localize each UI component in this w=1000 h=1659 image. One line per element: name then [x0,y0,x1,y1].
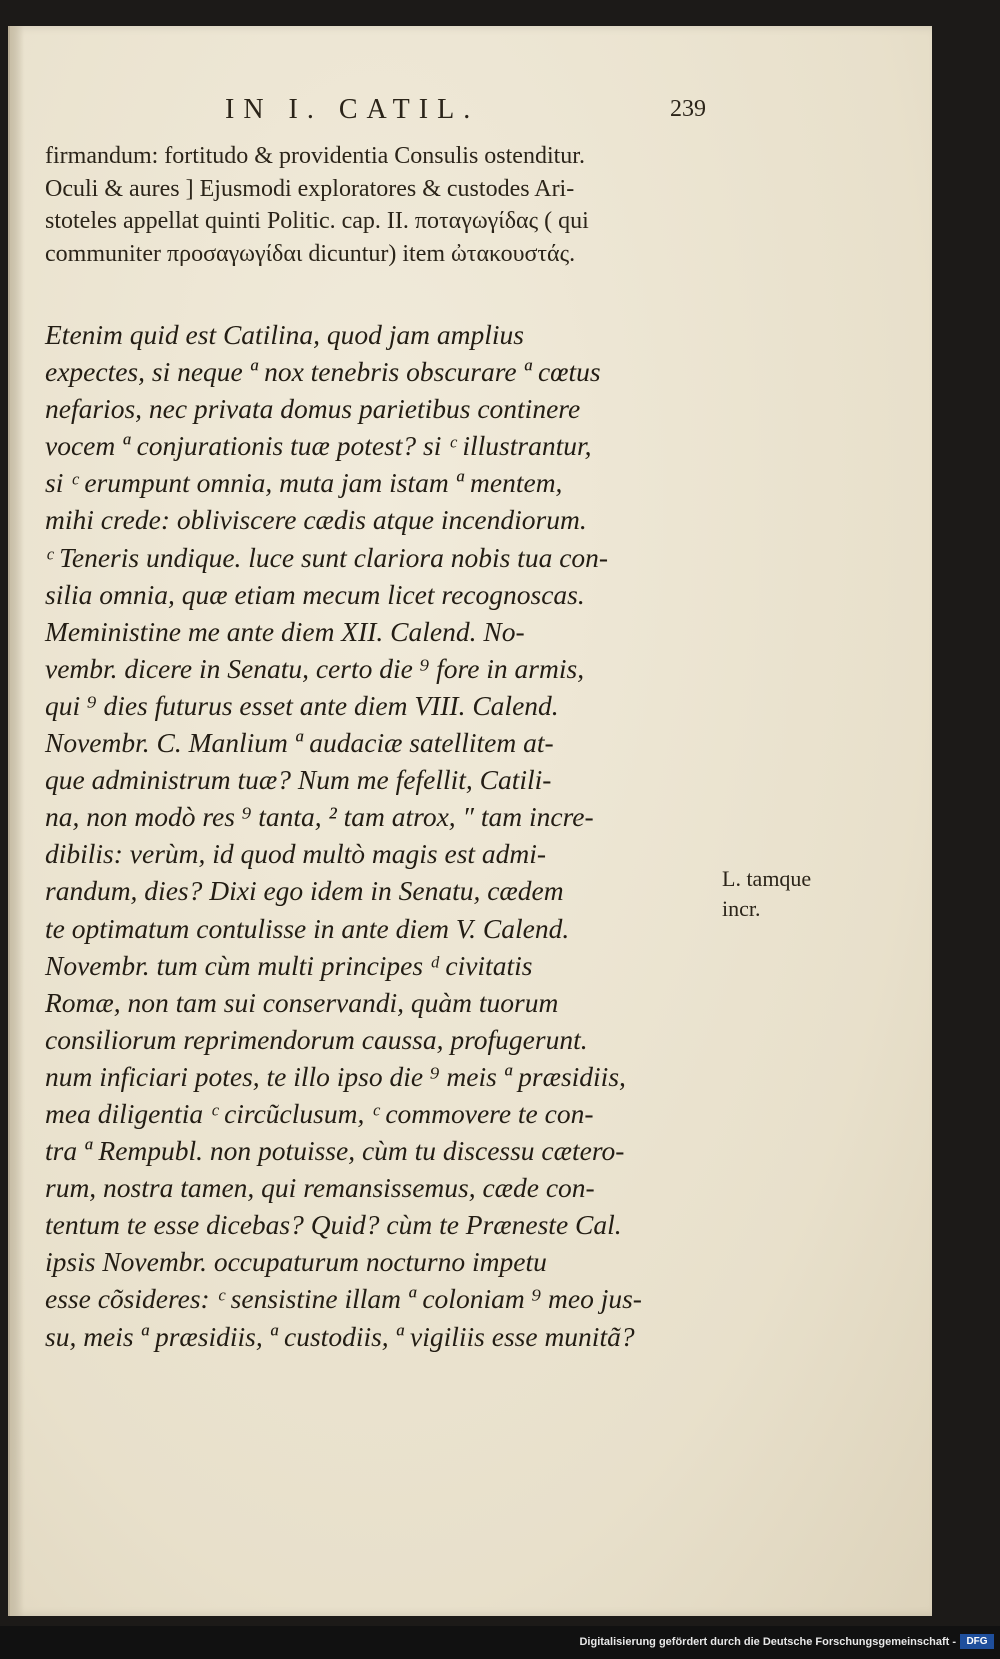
text-line: num inficiari potes, te illo ipso die ⁹ meis ª præsidiis, [45,1060,626,1092]
footer-credit: Digitalisierung gefördert durch die Deutsche Forschungsgemeinschaft - [579,1636,956,1648]
text-line: mea diligentia ᶜ circũclusum, ᶜ commovere te con- [45,1097,594,1129]
text-line: esse cõsideres: ᶜ sensistine illam ª coloniam ⁹ meo jus- [45,1283,642,1315]
page-gutter [10,26,24,1616]
margin-note-line: incr. [722,896,761,921]
text-line: vocem ª conjurationis tuæ potest? si ᶜ illustrantur, [45,430,592,462]
commentary-line: Oculi & aures ] Ejusmodi exploratores & custodes Ari- [45,175,575,202]
text-line: Etenim quid est Catilina, quod jam amplius [45,319,524,350]
text-line: te optimatum contulisse in ante diem V. Calend. [45,912,570,944]
text-line: Meministine me ante diem XII. Calend. No- [45,615,525,647]
text-line: su, meis ª præsidiis, ª custodiis, ª vigiliis esse munitã? [45,1320,635,1352]
text-line: tentum te esse dicebas? Quid? cùm te Præneste Cal. [45,1209,622,1241]
text-line: Novembr. tum cùm multi principes ᵈ civitatis [45,949,533,981]
digitization-footer [0,1626,1000,1659]
text-line: Novembr. C. Manlium ª audaciæ satellitem at- [45,727,554,759]
text-line: qui ⁹ dies futurus esset ante diem VIII. Calend. [45,689,559,721]
commentary-line: communiter προσαγωγίδαι dicuntur) item ὠτακουστάς. [45,240,576,267]
text-line: ᶜ Teneris undique. luce sunt clariora nobis tua con- [45,541,609,573]
dfg-logo-icon: DFG [960,1634,994,1649]
text-line: expectes, si neque ª nox tenebris obscurare ª cœtus [45,356,601,388]
text-line: randum, dies? Dixi ego idem in Senatu, cædem [45,875,564,907]
margin-note [722,864,872,924]
book-page [8,26,932,1616]
running-head: IN I. CATIL. [225,94,480,125]
text-line: rum, nostra tamen, qui remansissemus, cæde con- [45,1172,595,1204]
text-line: dibilis: verùm, id quod multò magis est admi- [45,838,547,870]
text-line: vembr. dicere in Senatu, certo die ⁹ fore in armis, [45,652,585,684]
text-line: mihi crede: obliviscere cædis atque incendiorum. [45,504,587,536]
text-line: si ᶜ erumpunt omnia, muta jam istam ª mentem, [45,467,563,499]
text-line: na, non modò res ⁹ tanta, ² tam atrox, ″ tam incre- [45,801,594,833]
text-line: tra ª Rempubl. non potuisse, cùm tu discessu cætero- [45,1135,625,1167]
margin-note-line: L. tamque [722,866,812,891]
commentary-block [45,140,685,270]
commentary-line: firmandum: fortitudo & providentia Consulis ostenditur. [45,143,585,169]
commentary-line: stoteles appellat quinti Politic. cap. II. ποταγωγίδας ( qui [45,208,589,234]
text-line: consiliorum reprimendorum caussa, profugerunt. [45,1023,588,1055]
text-line: silia omnia, quæ etiam mecum licet recognoscas. [45,578,585,610]
page-number: 239 [670,96,706,122]
text-line: ipsis Novembr. occupaturum nocturno impetu [45,1246,547,1278]
main-text-block [45,316,685,1355]
text-line: nefarios, nec privata domus parietibus continere [45,393,581,425]
text-line: que administrum tuæ? Num me fefellit, Catili- [45,764,552,796]
text-line: Romæ, non tam sui conservandi, quàm tuorum [45,986,559,1018]
page-header [10,94,932,134]
